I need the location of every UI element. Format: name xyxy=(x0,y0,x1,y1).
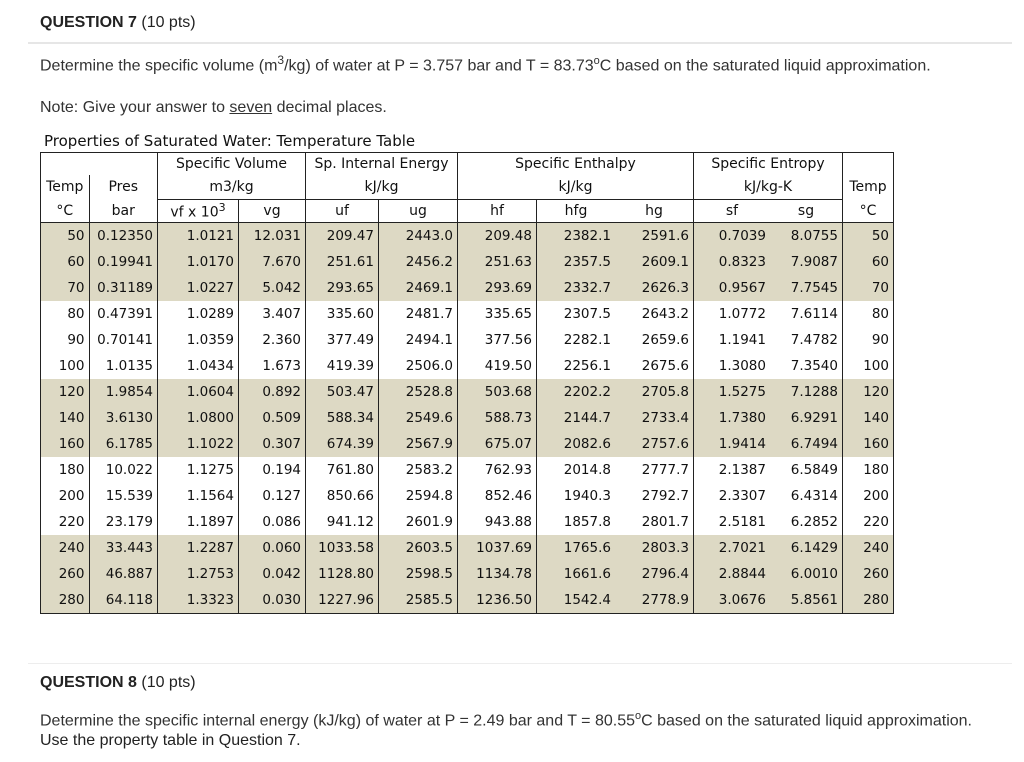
question-7-title xyxy=(40,14,196,32)
cell-hfg: 1857.8 xyxy=(537,509,616,535)
cell-ug: 2481.7 xyxy=(379,301,458,327)
cell-hg: 2733.4 xyxy=(615,405,694,431)
cell-ug: 2494.1 xyxy=(379,327,458,353)
q7-superscript: 3 xyxy=(277,53,285,67)
cell-hf: 251.63 xyxy=(458,249,537,275)
cell-hf: 852.46 xyxy=(458,483,537,509)
cell-hf: 675.07 xyxy=(458,431,537,457)
question-8-label: QUESTION 8 xyxy=(40,674,137,691)
header-entropy: Specific Entropy xyxy=(694,153,843,176)
cell-vg: 7.670 xyxy=(239,249,306,275)
question-7-label: QUESTION 7 xyxy=(40,14,137,31)
cell-temp-right: 160 xyxy=(843,431,894,457)
question-8-points: (10 pts) xyxy=(141,674,196,691)
table-row xyxy=(41,405,894,431)
cell-sg: 8.0755 xyxy=(770,223,843,250)
cell-hfg: 1765.6 xyxy=(537,535,616,561)
table-caption: Properties of Saturated Water: Temperature Table xyxy=(44,132,416,150)
question-7-note xyxy=(40,98,980,118)
cell-temp-right: 220 xyxy=(843,509,894,535)
cell-sg: 6.9291 xyxy=(770,405,843,431)
col-hf: hf xyxy=(458,200,537,223)
cell-pres: 33.443 xyxy=(89,535,158,561)
cell-pres: 0.70141 xyxy=(89,327,158,353)
header-temp: Temp xyxy=(41,175,90,200)
header-enthalpy: Specific Enthalpy xyxy=(458,153,694,176)
unit-enthalpy: kJ/kg xyxy=(458,175,694,200)
cell-sg: 7.1288 xyxy=(770,379,843,405)
cell-pres: 10.022 xyxy=(89,457,158,483)
cell-sg: 6.4314 xyxy=(770,483,843,509)
cell-vf: 1.0604 xyxy=(158,379,239,405)
cell-temp: 160 xyxy=(41,431,90,457)
cell-temp-right: 280 xyxy=(843,587,894,614)
cell-hfg: 2357.5 xyxy=(537,249,616,275)
cell-hf: 943.88 xyxy=(458,509,537,535)
cell-vg: 0.194 xyxy=(239,457,306,483)
cell-pres: 3.6130 xyxy=(89,405,158,431)
cell-ug: 2469.1 xyxy=(379,275,458,301)
cell-vf: 1.2753 xyxy=(158,561,239,587)
cell-hg: 2705.8 xyxy=(615,379,694,405)
cell-sf: 1.0772 xyxy=(694,301,771,327)
cell-sg: 7.7545 xyxy=(770,275,843,301)
cell-hfg: 1542.4 xyxy=(537,587,616,614)
cell-vf: 1.0289 xyxy=(158,301,239,327)
cell-vf: 1.3323 xyxy=(158,587,239,614)
table-row xyxy=(41,275,894,301)
cell-vg: 12.031 xyxy=(239,223,306,250)
cell-hf: 419.50 xyxy=(458,353,537,379)
cell-uf: 209.47 xyxy=(306,223,379,250)
cell-hg: 2778.9 xyxy=(615,587,694,614)
cell-sg: 6.7494 xyxy=(770,431,843,457)
cell-sg: 7.6114 xyxy=(770,301,843,327)
q7-text-part: C based on the saturated liquid approximation. xyxy=(599,57,931,75)
cell-uf: 419.39 xyxy=(306,353,379,379)
cell-hf: 588.73 xyxy=(458,405,537,431)
cell-pres: 64.118 xyxy=(89,587,158,614)
cell-hf: 377.56 xyxy=(458,327,537,353)
col-sf: sf xyxy=(694,200,771,223)
degree-symbol: o xyxy=(593,55,600,67)
cell-vg: 0.892 xyxy=(239,379,306,405)
cell-sg: 6.2852 xyxy=(770,509,843,535)
table-row xyxy=(41,223,894,250)
cell-uf: 293.65 xyxy=(306,275,379,301)
col-hg: hg xyxy=(615,200,694,223)
cell-vg: 0.509 xyxy=(239,405,306,431)
cell-hg: 2777.7 xyxy=(615,457,694,483)
cell-temp-right: 140 xyxy=(843,405,894,431)
cell-sf: 3.0676 xyxy=(694,587,771,614)
cell-temp: 240 xyxy=(41,535,90,561)
header-pres: Pres xyxy=(89,175,158,200)
cell-sf: 0.9567 xyxy=(694,275,771,301)
cell-temp-right: 50 xyxy=(843,223,894,250)
cell-vf: 1.2287 xyxy=(158,535,239,561)
cell-pres: 6.1785 xyxy=(89,431,158,457)
col-vf xyxy=(158,200,239,223)
table-row xyxy=(41,301,894,327)
cell-pres: 0.12350 xyxy=(89,223,158,250)
cell-ug: 2585.5 xyxy=(379,587,458,614)
cell-temp: 80 xyxy=(41,301,90,327)
q8-text-part: Determine the specific internal energy (kJ/kg) of water at P = 2.49 bar and T = 80.55 xyxy=(40,712,635,730)
cell-uf: 941.12 xyxy=(306,509,379,535)
cell-vg: 0.042 xyxy=(239,561,306,587)
cell-temp-right: 260 xyxy=(843,561,894,587)
cell-temp: 90 xyxy=(41,327,90,353)
property-table xyxy=(40,152,894,614)
cell-ug: 2549.6 xyxy=(379,405,458,431)
cell-sf: 1.7380 xyxy=(694,405,771,431)
cell-vg: 1.673 xyxy=(239,353,306,379)
cell-hfg: 2202.2 xyxy=(537,379,616,405)
cell-vf: 1.0227 xyxy=(158,275,239,301)
cell-vf: 1.0434 xyxy=(158,353,239,379)
cell-hf: 503.68 xyxy=(458,379,537,405)
cell-vf: 1.1022 xyxy=(158,431,239,457)
cell-hg: 2626.3 xyxy=(615,275,694,301)
cell-hg: 2803.3 xyxy=(615,535,694,561)
cell-pres: 0.31189 xyxy=(89,275,158,301)
cell-temp: 120 xyxy=(41,379,90,405)
cell-vf: 1.0359 xyxy=(158,327,239,353)
col-hfg: hfg xyxy=(537,200,616,223)
cell-pres: 1.0135 xyxy=(89,353,158,379)
cell-uf: 1033.58 xyxy=(306,535,379,561)
unit-volume: m3/kg xyxy=(158,175,306,200)
cell-uf: 503.47 xyxy=(306,379,379,405)
cell-sg: 7.3540 xyxy=(770,353,843,379)
table-row xyxy=(41,509,894,535)
q8-text-part: Use the property table in Question 7. xyxy=(40,732,301,750)
cell-hf: 1134.78 xyxy=(458,561,537,587)
cell-hf: 1236.50 xyxy=(458,587,537,614)
table-row xyxy=(41,587,894,614)
cell-temp-right: 200 xyxy=(843,483,894,509)
cell-temp-right: 70 xyxy=(843,275,894,301)
cell-vf: 1.0121 xyxy=(158,223,239,250)
col-ug: ug xyxy=(379,200,458,223)
divider xyxy=(28,663,1012,664)
cell-hg: 2675.6 xyxy=(615,353,694,379)
cell-sg: 6.5849 xyxy=(770,457,843,483)
cell-sg: 5.8561 xyxy=(770,587,843,614)
cell-hg: 2591.6 xyxy=(615,223,694,250)
cell-ug: 2567.9 xyxy=(379,431,458,457)
cell-ug: 2601.9 xyxy=(379,509,458,535)
cell-vg: 3.407 xyxy=(239,301,306,327)
note-text: decimal places. xyxy=(272,99,387,116)
cell-vg: 5.042 xyxy=(239,275,306,301)
cell-sf: 1.5275 xyxy=(694,379,771,405)
cell-pres: 23.179 xyxy=(89,509,158,535)
cell-hg: 2609.1 xyxy=(615,249,694,275)
cell-pres: 15.539 xyxy=(89,483,158,509)
col-vf-sup: 3 xyxy=(218,201,226,215)
cell-uf: 588.34 xyxy=(306,405,379,431)
cell-temp: 180 xyxy=(41,457,90,483)
cell-hfg: 2307.5 xyxy=(537,301,616,327)
cell-pres: 46.887 xyxy=(89,561,158,587)
cell-vf: 1.1275 xyxy=(158,457,239,483)
header-temp-right: Temp xyxy=(843,175,894,200)
cell-vg: 0.127 xyxy=(239,483,306,509)
cell-hf: 762.93 xyxy=(458,457,537,483)
cell-hfg: 2332.7 xyxy=(537,275,616,301)
cell-sg: 6.1429 xyxy=(770,535,843,561)
cell-temp-right: 90 xyxy=(843,327,894,353)
cell-temp-right: 120 xyxy=(843,379,894,405)
cell-hg: 2792.7 xyxy=(615,483,694,509)
cell-temp-right: 100 xyxy=(843,353,894,379)
cell-vg: 0.086 xyxy=(239,509,306,535)
cell-temp-right: 60 xyxy=(843,249,894,275)
header-specific-volume: Specific Volume xyxy=(158,153,306,176)
cell-ug: 2456.2 xyxy=(379,249,458,275)
cell-sf: 2.8844 xyxy=(694,561,771,587)
table-row xyxy=(41,457,894,483)
cell-vg: 2.360 xyxy=(239,327,306,353)
cell-ug: 2506.0 xyxy=(379,353,458,379)
table-row xyxy=(41,483,894,509)
cell-sg: 7.9087 xyxy=(770,249,843,275)
cell-temp-right: 80 xyxy=(843,301,894,327)
cell-hf: 1037.69 xyxy=(458,535,537,561)
cell-vg: 0.307 xyxy=(239,431,306,457)
cell-vg: 0.060 xyxy=(239,535,306,561)
cell-temp-right: 180 xyxy=(843,457,894,483)
cell-hfg: 2014.8 xyxy=(537,457,616,483)
cell-pres: 0.47391 xyxy=(89,301,158,327)
cell-ug: 2443.0 xyxy=(379,223,458,250)
cell-uf: 251.61 xyxy=(306,249,379,275)
cell-sf: 2.3307 xyxy=(694,483,771,509)
cell-temp: 50 xyxy=(41,223,90,250)
cell-temp: 140 xyxy=(41,405,90,431)
cell-vg: 0.030 xyxy=(239,587,306,614)
cell-sf: 0.7039 xyxy=(694,223,771,250)
cell-temp: 60 xyxy=(41,249,90,275)
col-uf: uf xyxy=(306,200,379,223)
cell-uf: 335.60 xyxy=(306,301,379,327)
cell-vf: 1.1897 xyxy=(158,509,239,535)
col-pres: bar xyxy=(89,200,158,223)
cell-sf: 1.3080 xyxy=(694,353,771,379)
divider xyxy=(28,42,1012,44)
cell-temp: 220 xyxy=(41,509,90,535)
cell-hfg: 2082.6 xyxy=(537,431,616,457)
cell-sg: 7.4782 xyxy=(770,327,843,353)
cell-sf: 1.1941 xyxy=(694,327,771,353)
table-row xyxy=(41,535,894,561)
cell-hfg: 2144.7 xyxy=(537,405,616,431)
question-8-text xyxy=(40,706,980,751)
cell-hg: 2659.6 xyxy=(615,327,694,353)
cell-sf: 0.8323 xyxy=(694,249,771,275)
header-internal-energy: Sp. Internal Energy xyxy=(306,153,458,176)
cell-sg: 6.0010 xyxy=(770,561,843,587)
question-7-text xyxy=(40,50,980,76)
table-row xyxy=(41,561,894,587)
cell-pres: 1.9854 xyxy=(89,379,158,405)
question-7-points: (10 pts) xyxy=(141,14,196,31)
saturated-water-table xyxy=(40,132,920,614)
col-vg: vg xyxy=(239,200,306,223)
cell-vf: 1.0170 xyxy=(158,249,239,275)
cell-uf: 1227.96 xyxy=(306,587,379,614)
cell-temp: 70 xyxy=(41,275,90,301)
cell-temp: 100 xyxy=(41,353,90,379)
question-8-title xyxy=(40,674,196,692)
q8-text-part: C based on the saturated liquid approximation. xyxy=(641,712,972,730)
cell-temp: 280 xyxy=(41,587,90,614)
col-temp-right: °C xyxy=(843,200,894,223)
cell-hf: 209.48 xyxy=(458,223,537,250)
cell-hf: 293.69 xyxy=(458,275,537,301)
cell-hfg: 2382.1 xyxy=(537,223,616,250)
table-row xyxy=(41,249,894,275)
cell-sf: 2.1387 xyxy=(694,457,771,483)
cell-uf: 850.66 xyxy=(306,483,379,509)
q7-text-part: /kg) of water at P = 3.757 bar and T = 83.73 xyxy=(284,57,594,75)
q7-text-part: Determine the specific volume (m xyxy=(40,57,278,75)
cell-sf: 2.5181 xyxy=(694,509,771,535)
cell-sf: 1.9414 xyxy=(694,431,771,457)
col-sg: sg xyxy=(770,200,843,223)
cell-ug: 2603.5 xyxy=(379,535,458,561)
col-vf-label: vf x 10 xyxy=(170,204,219,221)
note-underlined: seven xyxy=(229,99,273,116)
table-row xyxy=(41,431,894,457)
cell-temp-right: 240 xyxy=(843,535,894,561)
cell-temp: 260 xyxy=(41,561,90,587)
col-temp: °C xyxy=(41,200,90,223)
cell-hg: 2801.7 xyxy=(615,509,694,535)
cell-uf: 1128.80 xyxy=(306,561,379,587)
cell-vf: 1.1564 xyxy=(158,483,239,509)
cell-hfg: 2256.1 xyxy=(537,353,616,379)
note-text: Note: Give your answer to xyxy=(40,99,230,116)
degree-symbol: o xyxy=(635,710,642,722)
cell-ug: 2583.2 xyxy=(379,457,458,483)
cell-pres: 0.19941 xyxy=(89,249,158,275)
cell-vf: 1.0800 xyxy=(158,405,239,431)
cell-uf: 674.39 xyxy=(306,431,379,457)
cell-hg: 2643.2 xyxy=(615,301,694,327)
cell-temp: 200 xyxy=(41,483,90,509)
cell-hfg: 2282.1 xyxy=(537,327,616,353)
table-row xyxy=(41,379,894,405)
unit-entropy: kJ/kg-K xyxy=(694,175,843,200)
cell-hfg: 1940.3 xyxy=(537,483,616,509)
cell-ug: 2598.5 xyxy=(379,561,458,587)
cell-hfg: 1661.6 xyxy=(537,561,616,587)
cell-hf: 335.65 xyxy=(458,301,537,327)
cell-uf: 761.80 xyxy=(306,457,379,483)
table-body xyxy=(41,223,894,614)
cell-uf: 377.49 xyxy=(306,327,379,353)
cell-sf: 2.7021 xyxy=(694,535,771,561)
cell-ug: 2528.8 xyxy=(379,379,458,405)
cell-hg: 2757.6 xyxy=(615,431,694,457)
cell-ug: 2594.8 xyxy=(379,483,458,509)
cell-hg: 2796.4 xyxy=(615,561,694,587)
unit-energy: kJ/kg xyxy=(306,175,458,200)
table-row xyxy=(41,327,894,353)
table-row xyxy=(41,353,894,379)
